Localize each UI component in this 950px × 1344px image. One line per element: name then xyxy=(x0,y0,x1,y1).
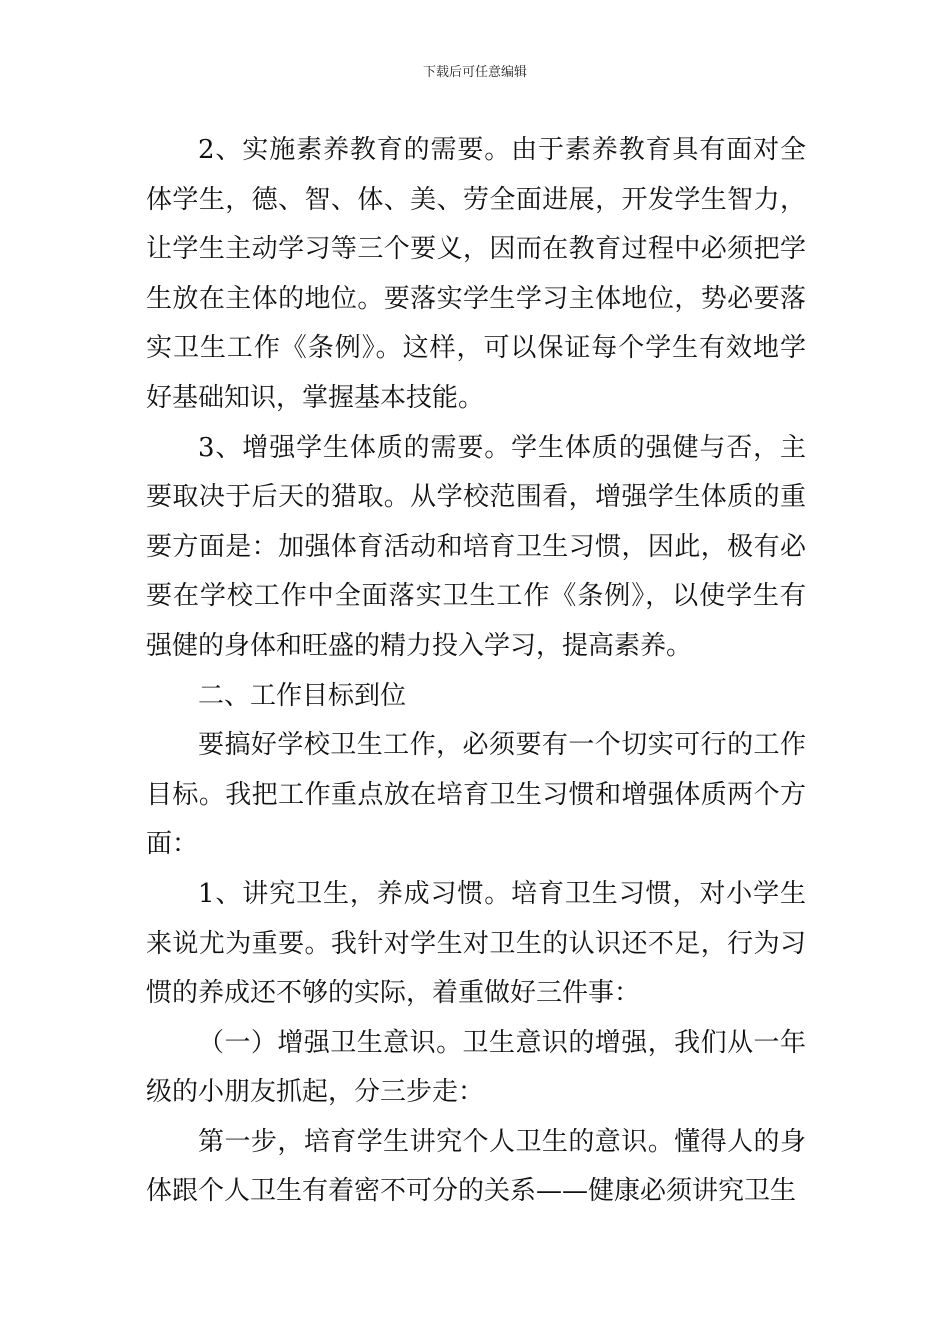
paragraph-hygiene-awareness: （一）增强卫生意识。卫生意识的增强，我们从一年级的小朋友抓起，分三步走： xyxy=(146,1027,806,1108)
paragraph-step-one: 第一步，培育学生讲究个人卫生的意识。懂得人的身体跟个人卫生有着密不可分的关系——健康必须讲究卫生 xyxy=(146,1126,806,1207)
paragraph-work-goals: 要搞好学校卫生工作，必须要有一个切实可行的工作目标。我把工作重点放在培育卫生习惯和增强体质两个方面： xyxy=(146,730,806,860)
paragraph-physical-fitness: 3、增强学生体质的需要。学生体质的强健与否，主要取决于后天的猎取。从学校范围看，增强学生体质的重要方面是：加强体育活动和培育卫生习惯，因此，极有必要在学校工作中全面落实卫生工作《条例》，以使学生有强健的身体和旺盛的精力投入学习，提高素养。 xyxy=(146,432,806,661)
paragraph-hygiene-habits: 1、讲究卫生，养成习惯。培育卫生习惯，对小学生来说尤为重要。我针对学生对卫生的认识还不足，行为习惯的养成还不够的实际，着重做好三件事： xyxy=(146,878,806,1009)
document-body xyxy=(146,126,806,1217)
section-heading-work-goals: 二、工作目标到位 xyxy=(198,680,407,711)
paragraph-quality-education: 2、实施素养教育的需要。由于素养教育具有面对全体学生，德、智、体、美、劳全面进展，开发学生智力，让学生主动学习等三个要义，因而在教育过程中必须把学生放在主体的地位。要落实学生学习主体地位，势必要落实卫生工作《条例》。这样，可以保证每个学生有效地学好基础知识，掌握基本技能。 xyxy=(146,135,806,413)
page-header-note: 下载后可任意编辑 xyxy=(422,65,527,80)
